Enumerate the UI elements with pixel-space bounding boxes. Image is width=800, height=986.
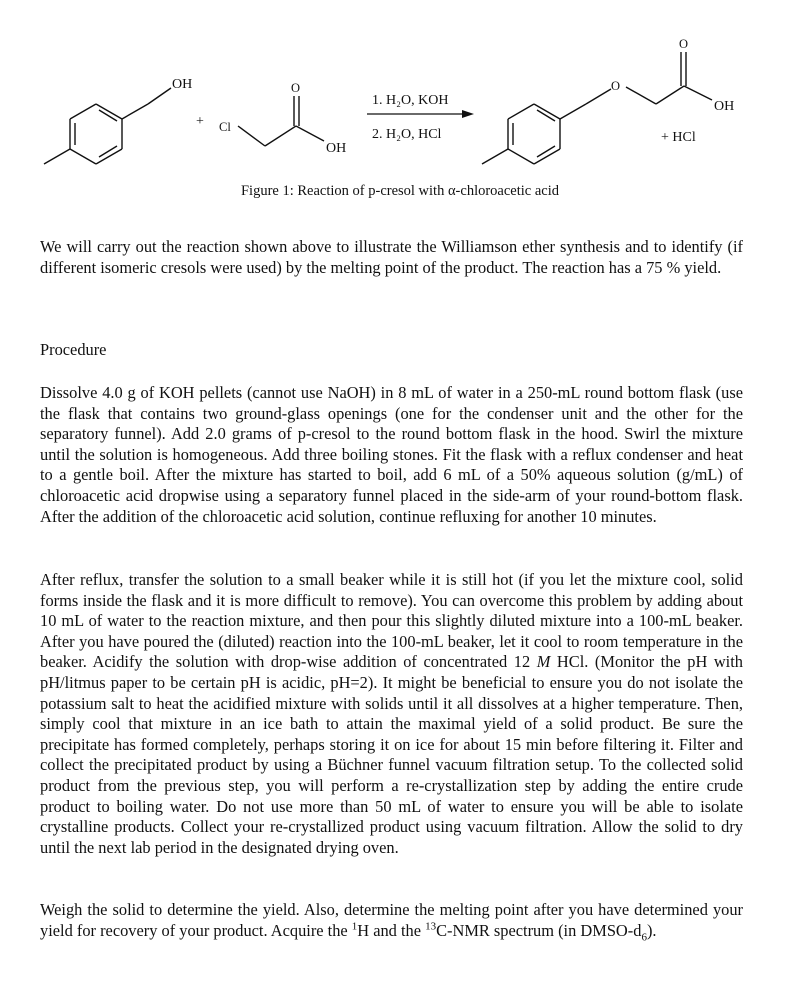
- h1-superscript: 1: [351, 920, 358, 933]
- procedure-paragraph-3: [40, 900, 743, 941]
- procedure-heading: Procedure: [40, 340, 107, 359]
- p2-text-a: After reflux, transfer the solution to a small beaker while it is still hot (if you let the mixture cool, solid forms inside the flask and it is more difficult to remove). You can overcome this problem by adding about 10 mL of water to the reaction mixture, and then pour this slightly diluted mixture into a 100-mL beaker. After you have poured the (diluted) reaction into the 100-mL beaker, let it cool to room temperature in the beaker. Acidify the solution with drop-wise addition of concentrated 12: [40, 570, 743, 672]
- acid-oh-label: OH: [326, 141, 347, 156]
- p-cresol-structure: [44, 88, 171, 164]
- reaction-arrow: [367, 110, 474, 118]
- intro-paragraph: We will carry out the reaction shown above to illustrate the Williamson ether synthesis and to identify (if different isomeric cresols were used) by the melting point of the product. The reaction has a 75 % yield.: [40, 237, 743, 277]
- p3-text-a: Weigh the solid to determine the yield. Also, determine the melting point after you have determined your yield for recovery of your product. Acquire the: [40, 900, 743, 940]
- p3-text-d: ).: [646, 920, 657, 940]
- product-structure: [482, 52, 712, 164]
- chloroacetic-acid-structure: [238, 96, 324, 146]
- ether-o-label: O: [611, 79, 621, 93]
- product-carbonyl-o-label: O: [679, 37, 689, 51]
- p3-text-b: H and the: [357, 920, 426, 940]
- d6-subscript: 6: [641, 930, 647, 943]
- byproduct-hcl: + HCl: [661, 130, 696, 145]
- reactant1-oh-label: OH: [172, 77, 193, 92]
- product-oh-label: OH: [714, 99, 735, 114]
- carbonyl-o-label: O: [291, 81, 301, 95]
- c13-superscript: 13: [425, 920, 437, 933]
- reagent-step-1: 1. H₂O, KOH: [372, 93, 449, 108]
- molarity-symbol: M: [536, 652, 551, 672]
- reagent-step-2: 2. H₂O, HCl: [372, 127, 442, 142]
- chlorine-label: Cl: [219, 120, 231, 134]
- procedure-paragraph-2: [40, 570, 743, 858]
- figure-caption: Figure 1: Reaction of p-cresol with α-chloroacetic acid: [240, 183, 560, 199]
- reaction-scheme: [0, 0, 800, 210]
- p2-text-b: HCl. (Monitor the pH with pH/litmus paper to be certain pH is acidic, pH=2). It might be beneficial to ensure you do not isolate the potassium salt to heat the acidified mixture with solids until it all dissolves at a higher temperature. Then, simply cool that mixture in an ice bath to attain the maximal yield of a solid product. Be sure the precipitate has formed completely, perhaps storing it on ice for about 15 min before filtering it. Filter and collect the precipitated product by using a Büchner funnel vacuum filtration setup. To the collected solid product from the previous step, you will perform a re-crystallization step by adding the entire crude product to boiling water. Do not use more than 50 mL of water to ensure you will be able to isolate crystalline products. Collect your re-crystallized product using vacuum filtration. Allow the solid to dry until the next lab period in the designated drying oven.: [40, 652, 743, 857]
- p3-text-c: C-NMR spectrum (in DMSO-d: [436, 920, 642, 940]
- plus-sign: +: [196, 114, 204, 129]
- procedure-paragraph-1: Dissolve 4.0 g of KOH pellets (cannot use NaOH) in 8 mL of water in a 250-mL round bottom flask (use the flask that contains two ground-glass openings (one for the condenser unit and the other for the separatory funnel). Add 2.0 grams of p-cresol to the round bottom flask in the hood. Swirl the mixture until the solution is homogeneous. Add three boiling stones. Fit the flask with a reflux condenser and heat to a gentle boil. After the mixture has started to boil, add 6 mL of a 50% aqueous solution (g/mL) of chloroacetic acid dropwise using a separatory funnel placed in the side-arm of your round-bottom flask. After the addition of the chloroacetic acid solution, continue refluxing for another 10 minutes.: [40, 383, 743, 526]
